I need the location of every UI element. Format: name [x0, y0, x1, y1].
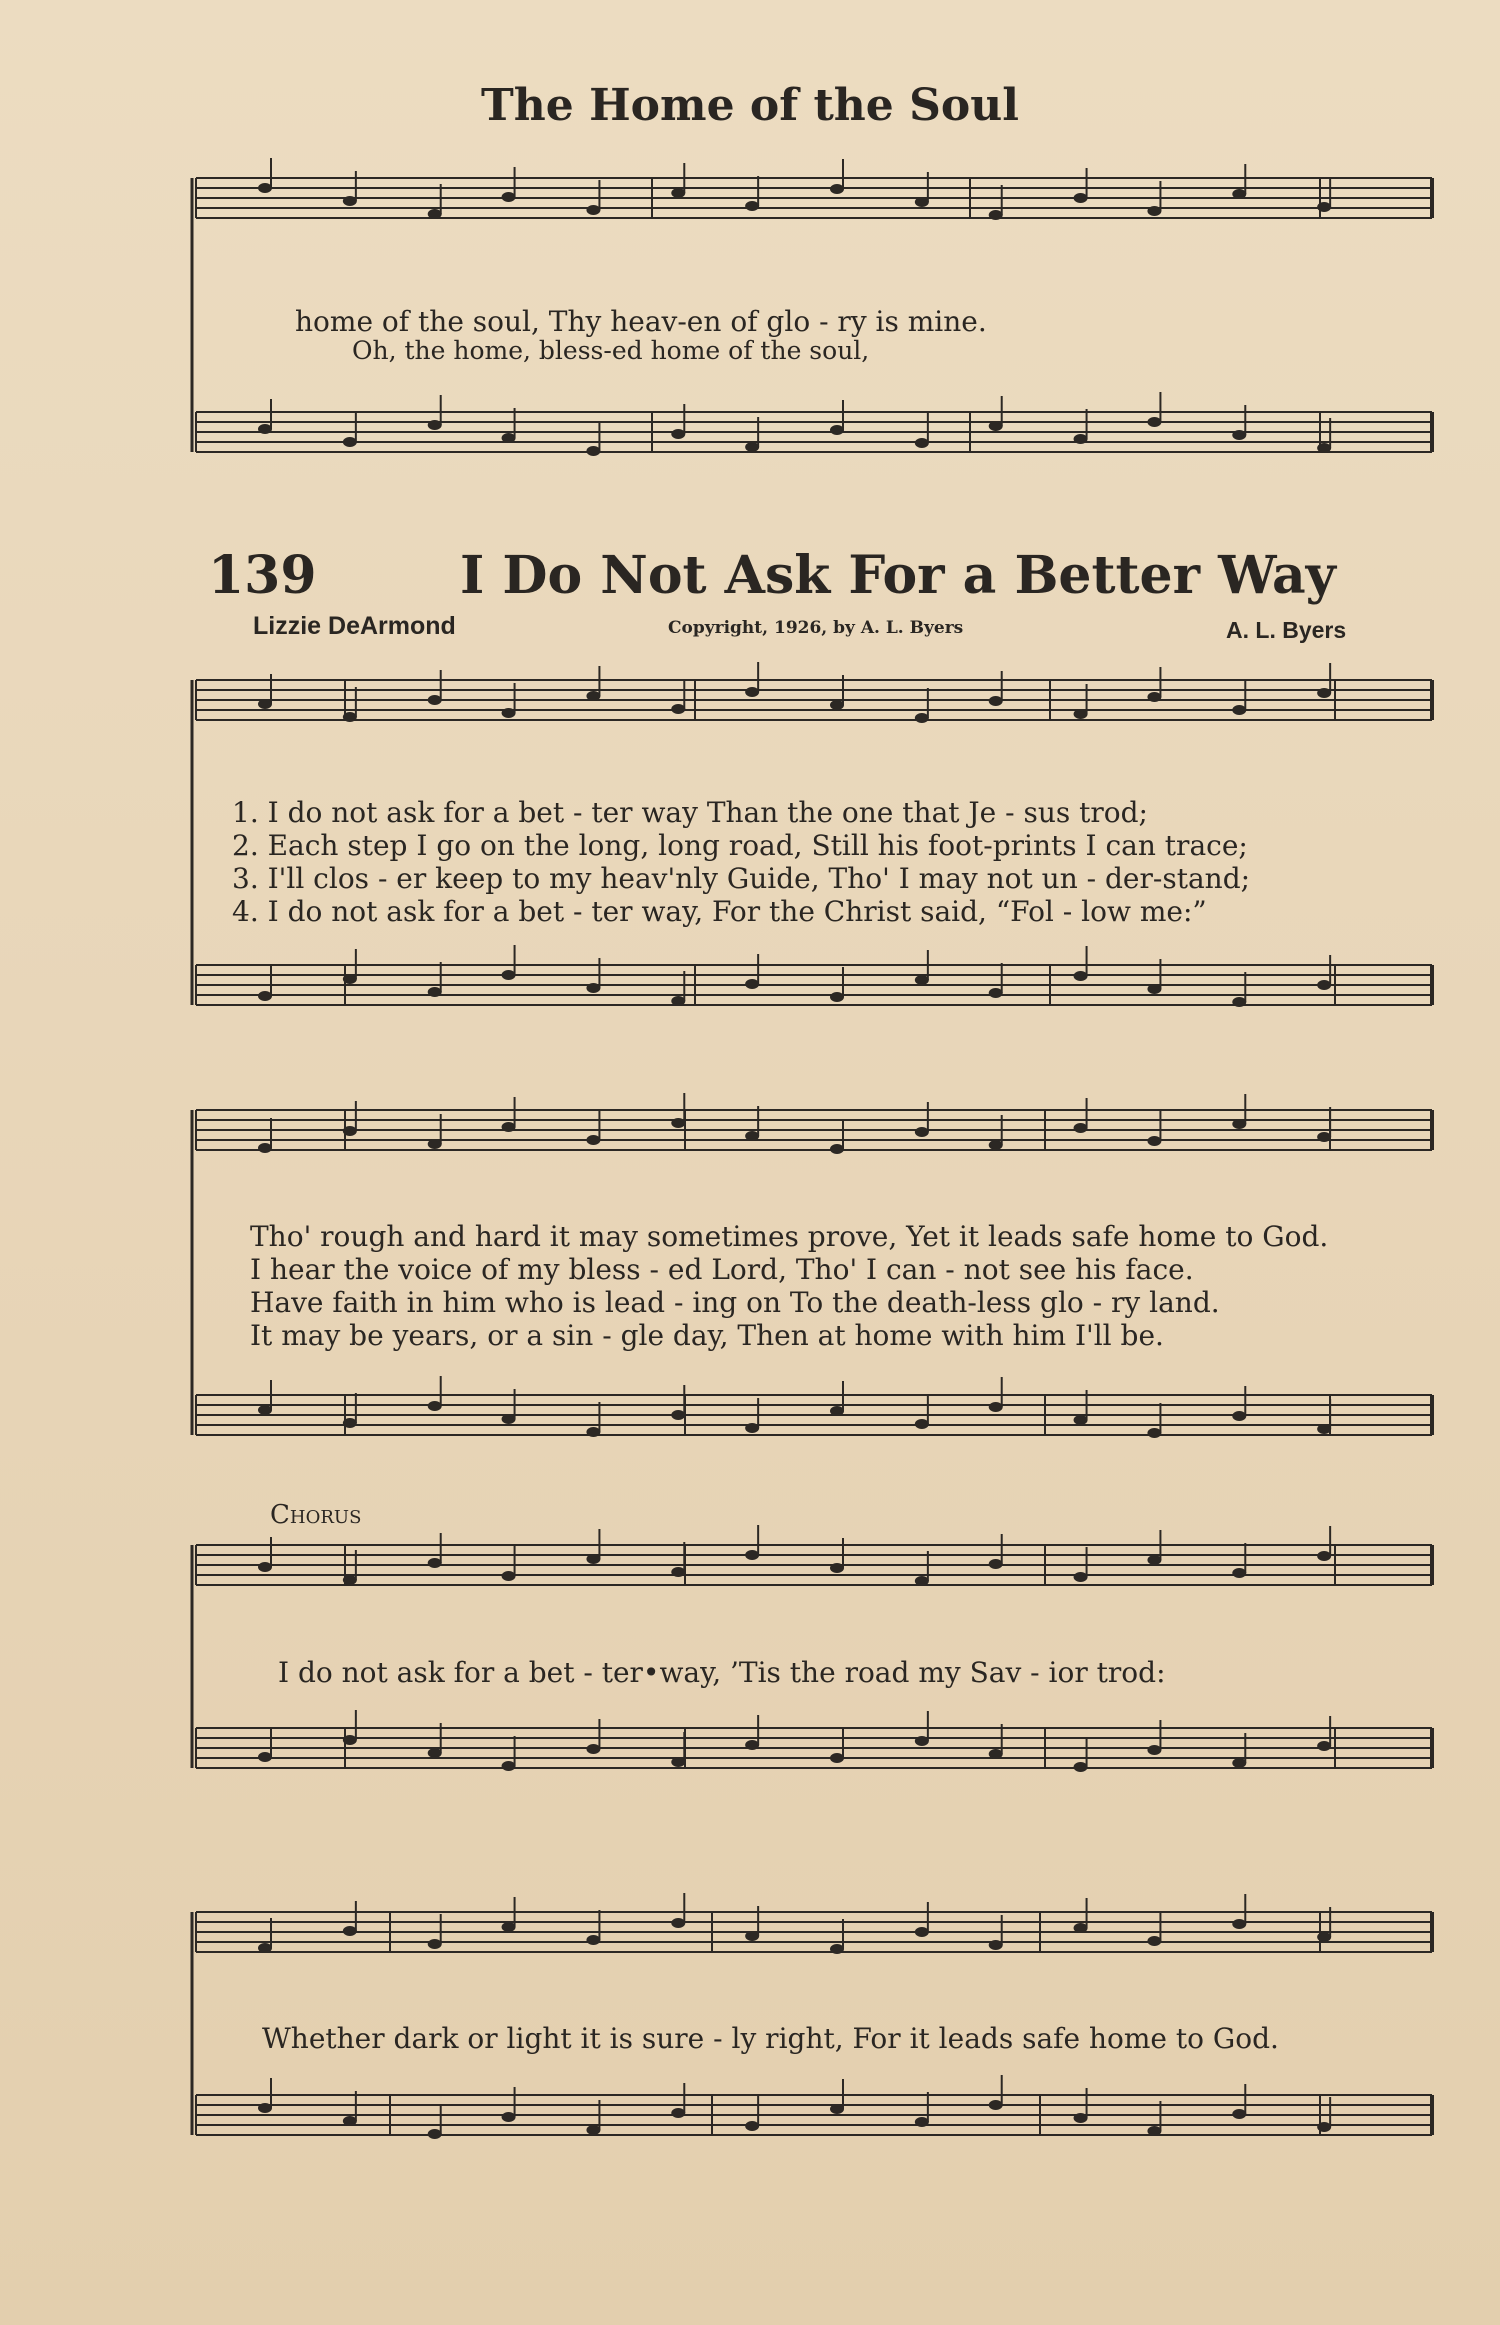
- note-head: [989, 1140, 1003, 1150]
- note-head: [258, 183, 272, 193]
- note-head: [830, 1753, 844, 1763]
- top-song-lyric-1: home of the soul, Thy heav-en of glo - ry is mine.: [295, 305, 987, 338]
- note-head: [502, 192, 516, 202]
- note-head: [1232, 1919, 1246, 1929]
- note-head: [915, 1736, 929, 1746]
- note-head: [258, 991, 272, 1001]
- note-head: [343, 1126, 357, 1136]
- note-head: [915, 197, 929, 207]
- note-head: [830, 1406, 844, 1416]
- note-head: [428, 1401, 442, 1411]
- note-head: [258, 1405, 272, 1415]
- note-head: [258, 1143, 272, 1153]
- note-head: [1074, 1123, 1088, 1133]
- note-head: [343, 1575, 357, 1585]
- verse-3-line-1: 3. I'll clos - er keep to my heav'nly Guide, Tho' I may not un - der-stand;: [232, 862, 1251, 895]
- note-head: [1317, 980, 1331, 990]
- note-head: [1232, 1411, 1246, 1421]
- note-head: [1074, 1923, 1088, 1933]
- chorus-line-2: Whether dark or light it is sure - ly right, For it leads safe home to God.: [262, 2022, 1279, 2055]
- note-head: [1147, 1936, 1161, 1946]
- note-head: [1232, 705, 1246, 715]
- verse-4-line-2: It may be years, or a sin - gle day, Then at home with him I'll be.: [250, 1319, 1164, 1352]
- note-head: [258, 1562, 272, 1572]
- note-head: [745, 1931, 759, 1941]
- note-head: [428, 2129, 442, 2139]
- top-song-lyric-2: Oh, the home, bless-ed home of the soul,: [352, 336, 870, 365]
- note-head: [428, 1748, 442, 1758]
- verse-3-line-2: Have faith in him who is lead - ing on To the death-less glo - ry land.: [250, 1286, 1220, 1319]
- note-head: [428, 1139, 442, 1149]
- note-head: [830, 184, 844, 194]
- hymn-title: I Do Not Ask For a Better Way: [460, 545, 1336, 606]
- note-head: [745, 979, 759, 989]
- copyright-notice: Copyright, 1926, by A. L. Byers: [668, 618, 964, 638]
- note-head: [1232, 1758, 1246, 1768]
- note-head: [502, 1571, 516, 1581]
- note-head: [1074, 971, 1088, 981]
- note-head: [1232, 430, 1246, 440]
- note-head: [428, 420, 442, 430]
- note-head: [258, 2103, 272, 2113]
- note-head: [343, 712, 357, 722]
- note-head: [428, 1939, 442, 1949]
- note-head: [428, 209, 442, 219]
- note-head: [1232, 1119, 1246, 1129]
- note-head: [502, 433, 516, 443]
- note-head: [989, 1402, 1003, 1412]
- note-head: [343, 2116, 357, 2126]
- hymn-number: 139: [208, 545, 317, 606]
- note-head: [989, 1940, 1003, 1950]
- note-head: [915, 2117, 929, 2127]
- note-head: [915, 975, 929, 985]
- verse-1-line-1: 1. I do not ask for a bet - ter way Than the one that Je - sus trod;: [232, 796, 1148, 829]
- note-head: [915, 1927, 929, 1937]
- chorus-label: Chorus: [270, 1500, 362, 1530]
- note-head: [586, 691, 600, 701]
- note-head: [1074, 1572, 1088, 1582]
- note-head: [1147, 206, 1161, 216]
- note-head: [671, 996, 685, 1006]
- note-head: [1317, 443, 1331, 453]
- note-head: [1317, 1741, 1331, 1751]
- note-head: [989, 988, 1003, 998]
- note-head: [915, 438, 929, 448]
- note-head: [343, 1926, 357, 1936]
- note-head: [1074, 434, 1088, 444]
- note-head: [1074, 709, 1088, 719]
- chorus-line-1: I do not ask for a bet - ter•way, ’Tis the road my Sav - ior trod:: [278, 1656, 1166, 1689]
- note-head: [343, 974, 357, 984]
- note-head: [343, 437, 357, 447]
- note-head: [502, 1414, 516, 1424]
- note-head: [989, 1749, 1003, 1759]
- note-head: [915, 1419, 929, 1429]
- note-head: [830, 1944, 844, 1954]
- note-head: [989, 2100, 1003, 2110]
- note-head: [915, 713, 929, 723]
- note-head: [586, 205, 600, 215]
- note-head: [343, 1418, 357, 1428]
- note-head: [1317, 1424, 1331, 1434]
- note-head: [502, 1761, 516, 1771]
- note-head: [258, 699, 272, 709]
- note-head: [671, 1567, 685, 1577]
- note-head: [1147, 1136, 1161, 1146]
- note-head: [502, 1122, 516, 1132]
- note-head: [671, 704, 685, 714]
- note-head: [745, 1423, 759, 1433]
- note-head: [586, 1427, 600, 1437]
- note-head: [1147, 1555, 1161, 1565]
- note-head: [989, 1559, 1003, 1569]
- note-head: [989, 696, 1003, 706]
- note-head: [586, 1935, 600, 1945]
- note-head: [915, 1576, 929, 1586]
- note-head: [586, 1554, 600, 1564]
- note-head: [586, 446, 600, 456]
- note-head: [745, 201, 759, 211]
- note-head: [1147, 692, 1161, 702]
- note-head: [830, 700, 844, 710]
- note-head: [830, 992, 844, 1002]
- note-head: [671, 429, 685, 439]
- verse-4-line-1: 4. I do not ask for a bet - ter way, For the Christ said, “Fol - low me:”: [232, 895, 1207, 928]
- note-head: [745, 442, 759, 452]
- note-head: [830, 1144, 844, 1154]
- verse-2-line-2: I hear the voice of my bless - ed Lord, Tho' I can - not see his face.: [250, 1253, 1194, 1286]
- note-head: [1147, 2126, 1161, 2136]
- note-head: [671, 1410, 685, 1420]
- note-head: [671, 1118, 685, 1128]
- note-head: [671, 1918, 685, 1928]
- note-head: [1317, 688, 1331, 698]
- note-head: [671, 2108, 685, 2118]
- note-head: [258, 1943, 272, 1953]
- verse-2-line-1: 2. Each step I go on the long, long road, Still his foot-prints I can trace;: [232, 829, 1248, 862]
- note-head: [1147, 417, 1161, 427]
- note-head: [586, 2125, 600, 2135]
- note-head: [1074, 2113, 1088, 2123]
- note-head: [1317, 2122, 1331, 2132]
- note-head: [745, 1740, 759, 1750]
- note-head: [671, 1757, 685, 1767]
- note-head: [1232, 2109, 1246, 2119]
- note-head: [502, 1922, 516, 1932]
- note-head: [915, 1127, 929, 1137]
- note-head: [502, 708, 516, 718]
- note-head: [1317, 1132, 1331, 1142]
- note-head: [586, 1135, 600, 1145]
- note-head: [989, 421, 1003, 431]
- note-head: [1074, 1415, 1088, 1425]
- lyricist: Lizzie DeArmond: [253, 612, 456, 640]
- note-head: [671, 188, 685, 198]
- note-head: [1317, 202, 1331, 212]
- note-head: [745, 1550, 759, 1560]
- note-head: [428, 1558, 442, 1568]
- note-head: [343, 196, 357, 206]
- note-head: [586, 983, 600, 993]
- note-head: [502, 970, 516, 980]
- top-song-title: The Home of the Soul: [481, 80, 1019, 131]
- note-head: [1074, 1762, 1088, 1772]
- note-head: [502, 2112, 516, 2122]
- note-head: [1317, 1932, 1331, 1942]
- note-head: [258, 1752, 272, 1762]
- note-head: [830, 1563, 844, 1573]
- note-head: [1232, 189, 1246, 199]
- verse-1-line-2: Tho' rough and hard it may sometimes prove, Yet it leads safe home to God.: [250, 1220, 1329, 1253]
- note-head: [428, 695, 442, 705]
- note-head: [258, 424, 272, 434]
- composer: A. L. Byers: [1226, 617, 1347, 643]
- note-head: [745, 2121, 759, 2131]
- note-head: [745, 1131, 759, 1141]
- note-head: [586, 1744, 600, 1754]
- note-head: [1147, 984, 1161, 994]
- note-head: [1147, 1428, 1161, 1438]
- note-head: [989, 210, 1003, 220]
- note-head: [1074, 193, 1088, 203]
- note-head: [745, 687, 759, 697]
- note-head: [1232, 1568, 1246, 1578]
- note-head: [830, 2104, 844, 2114]
- note-head: [428, 987, 442, 997]
- note-head: [1317, 1551, 1331, 1561]
- note-head: [830, 425, 844, 435]
- note-head: [343, 1735, 357, 1745]
- note-head: [1147, 1745, 1161, 1755]
- note-head: [1232, 997, 1246, 1007]
